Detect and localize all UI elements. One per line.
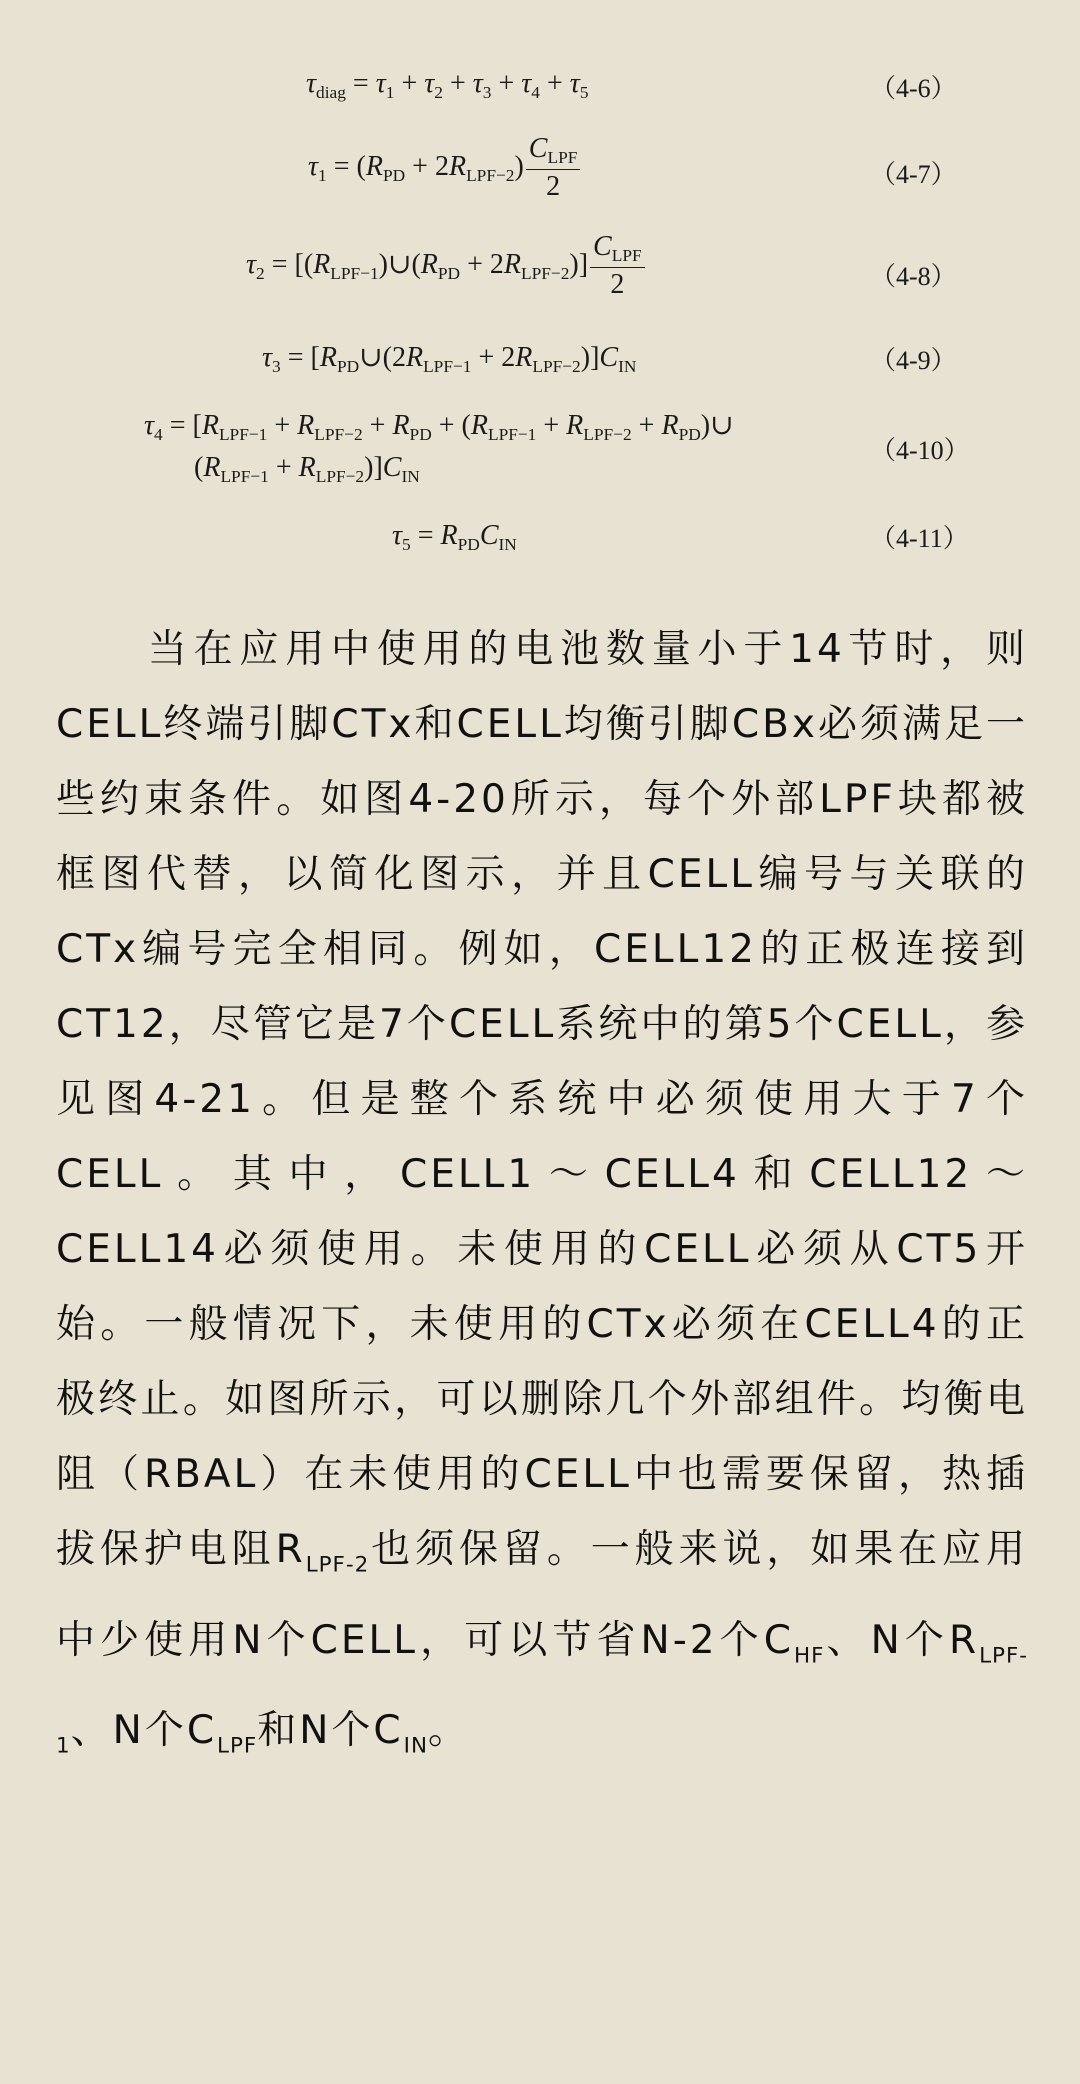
equation-4-11-body: $\tau_5 = R_{PD}C_{IN}$ [392, 520, 517, 555]
subscript-lpf: LPF [217, 1733, 258, 1759]
subscript-in: IN [403, 1733, 429, 1759]
equation-4-9-body: $\tau_3$ = $[R_{PD}\cup(2R_{LPF-1} + 2R_{LPF-2})]C_{IN}$ [262, 342, 637, 377]
equation-4-10-line2: $(R_{LPF-1} + R_{LPF-2})]C_{IN}$ [194, 452, 420, 487]
equation-4-8-body: $\tau_2$ = $[(R_{LPF-1})\cup(R_{PD} + 2R_{LPF-2})]$ $\frac{C_{LPF}}{2}$ [246, 232, 647, 301]
fraction: $\frac{C_{LPF}}{2}$ [526, 134, 581, 203]
equation-number: （4-7） [870, 160, 957, 189]
paragraph-text-3: 、N个R [824, 1617, 980, 1663]
equation-number: （4-11） [870, 524, 969, 553]
equation-number: （4-10） [870, 436, 970, 465]
paragraph-text-1: 当在应用中使用的电池数量小于14节时，则CELL终端引脚CTx和CELL均衡引脚CBx必须满足一些约束条件。如图4-20所示，每个外部LPF块都被框图代替，以简化图示，并且CELL编号与关联的CTx编号完全相同。例如，CELL12的正极连接到CT12，尽管它是7个CELL系统中的第5个CELL，参见图4-21。但是整个系统中必须使用大于7个CELL。其中，CELL1～CELL4和CELL12～CELL14必须使用。未使用的CELL必须从CT5开始。一般情况下，未使用的CTx必须在CELL4的正极终止。如图所示，可以删除几个外部组件。均衡电阻（RBAL）在未使用的CELL中也需要保留，热插拔保护电阻R [56, 627, 1028, 1572]
equation-number: （4-9） [870, 346, 957, 375]
equation-4-7-body: $\tau_1 = (R_{PD} + 2R_{LPF-2})$ $\frac{C_{LPF}}{2}$ [308, 134, 582, 203]
fraction: $\frac{C_{LPF}}{2}$ [590, 232, 645, 301]
subscript-lpf-2: LPF-2 [305, 1552, 370, 1578]
subscript-lpf-1: LPF-1 [56, 1643, 1029, 1759]
paragraph-text-5: 和N个C [257, 1708, 404, 1754]
paragraph-text-4: 、N个C [70, 1708, 218, 1754]
equation-number: （4-8） [870, 262, 957, 291]
equation-4-6-body: $\tau_{diag} = \tau_1 + \tau_2 + \tau_3 + \tau_4 + \tau_5$ [306, 68, 589, 103]
paragraph-text-6: 。 [428, 1708, 471, 1754]
subscript-hf: HF [794, 1643, 825, 1669]
paragraph-text-2: 也须保留。一般来说，如果在应用中少使用N个CELL，可以节省N-2个C [56, 1527, 1028, 1663]
body-paragraph [56, 612, 1028, 1784]
equation-4-10-line1: $\tau_4 = [R_{LPF-1} + R_{LPF-2} + R_{PD} + (R_{LPF-1} + R_{LPF-2}$ + $R_{PD})\cup$ [144, 410, 734, 445]
equation-number: （4-6） [870, 74, 957, 103]
